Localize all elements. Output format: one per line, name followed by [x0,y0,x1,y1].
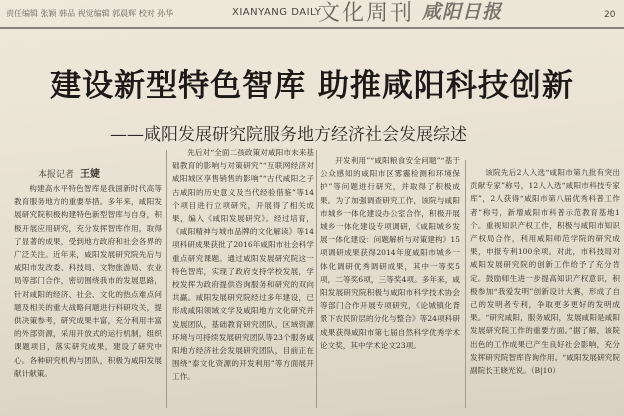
editors-credit: 责任编辑 张颖 韩品 视觉编辑 郭晨辉 校对 孙华 [6,9,174,18]
article-column-2 [172,146,314,408]
byline [38,165,100,180]
header-rule [0,27,624,29]
column-divider [316,150,317,408]
article-column-1 [14,182,162,408]
article-column-4 [470,166,620,408]
masthead-logo: 咸阳日报 [422,1,503,23]
column-3-text: 开发利用”“咸阳粮食安全问题”“基于公众感知的咸阳市区雾霾检测和环境保护”等问题进行研究，并取得了积极成果。为了加强调查研究工作，该院与咸阳市城乡一体化建设办公室合作，积极开展城乡一体化建设专项调研，《咸阳城乡发展一体化建设：问题解析与对策建构》15项调研成果获得2014年度咸阳市城乡一体化调研优秀调研成果，其中一等奖5项，二等奖6项，三等奖4项。多年来，咸阳发展研究院积极与咸阳市科学技术协会等部门合作开展专项研究，《论城镇化背景下农民阶层的分化与整合》等24项科研成果获得咸阳市第七届自然科学优秀学术论文奖，其中学术论文23项。 [320,156,460,350]
daily-name: XIANYANG DAILY [232,7,322,18]
page-number: 20 [604,10,616,20]
column-2-text: 先后对“全面二孩政策对咸阳市未来基础教育的影响与对策研究”“互联网经济对咸阳城区享售销售的影响”“古代咸阳之子古咸阳的历史意义及当代经验借鉴”等14个项目进行立项研究，开展得了相关成果，编入《咸阳发展研究》。经过培育，《咸阳精神与城市品牌的文化解读》等14项科研成果获批了2016年咸阳市社会科学重点研究课题。通过咸阳发展研究院这一特色智库，实现了政府支持学校发展，学校发挥为政府提供咨询服务和研究的双向共赢。咸阳发展研究院经过多年建设，已形成咸阳领域文学及咸阳地方文化研究并发展团队，基础教育研究团队，区域资源环境与可持续发展研究团队等23个服务咸阳地方经济社会发展研究团队，目前正在围绕“泰文化资源的开发利用”等方面展开工作。 [172,148,314,382]
column-divider [166,150,167,408]
article-column-3 [320,154,460,408]
page-header [0,0,624,26]
column-1-text: 构建高水平特色智库是我国新时代高等教育服务地方的重要举措。多年来，咸阳发展研究院积极构建特色新型智库与自身，积极开展应用研究，充分发挥智库作用，取得了显著的成果，受到地方政府和社会各界的广泛关注。近年来，咸阳发展研究院先后与咸阳市发改委、科技局、文物旅游局、农业局等部门合作，密切围绕我市的发展思路，针对咸阳的经济、社会、文化的热点难点问题及相关的重大战略问题进行科研攻关，提供决策参考，研究成果丰富，充分利用丰富的外部资源，采用开放式的运行机制，组织课题项目，落实研究成果，建设了研究中心。各种研究机构与团队，积极为咸阳发展献计献策。 [14,184,162,378]
section-name: 文化周刊 [318,1,415,26]
article-subhead: ——咸阳发展研究院服务地方经济社会发展综述 [110,125,467,145]
column-4-text: 该院先后2人入选“咸阳市第九批有突出贡献专家”称号，12人入选“咸阳市科技专家库”，2人获得“咸阳市第八届优秀科普工作者”称号，新增咸阳市科普示范教育基地1个。重视知识产权工作，积极与咸阳市知识产权局合作，利用咸阳师范学院的研究成果，申报专利100余项。对此，市科技局对咸阳发展研究院的创新工作给予了充分肯定。鼓励师生进一步提高知识产权意识，积极参加“我爱发明”创新设计大赛，形成了自己的发明者专利，争取更多更好的发明成果。“研究咸阳，服务咸阳，发展咸阳是咸阳发展研究院工作的重要方面。”据了解，该院出色的工作成果已产生良好社会影响，充分发挥研究院智库咨询作用。“咸阳发展研究院副院长王晓光说。（B|10） [470,168,620,376]
column-divider [465,160,466,408]
byline-name: 王婕 [80,169,101,180]
article-headline: 建设新型特色智库 助推咸阳科技创新 [50,68,574,104]
byline-label: 本报记者 [38,170,75,180]
